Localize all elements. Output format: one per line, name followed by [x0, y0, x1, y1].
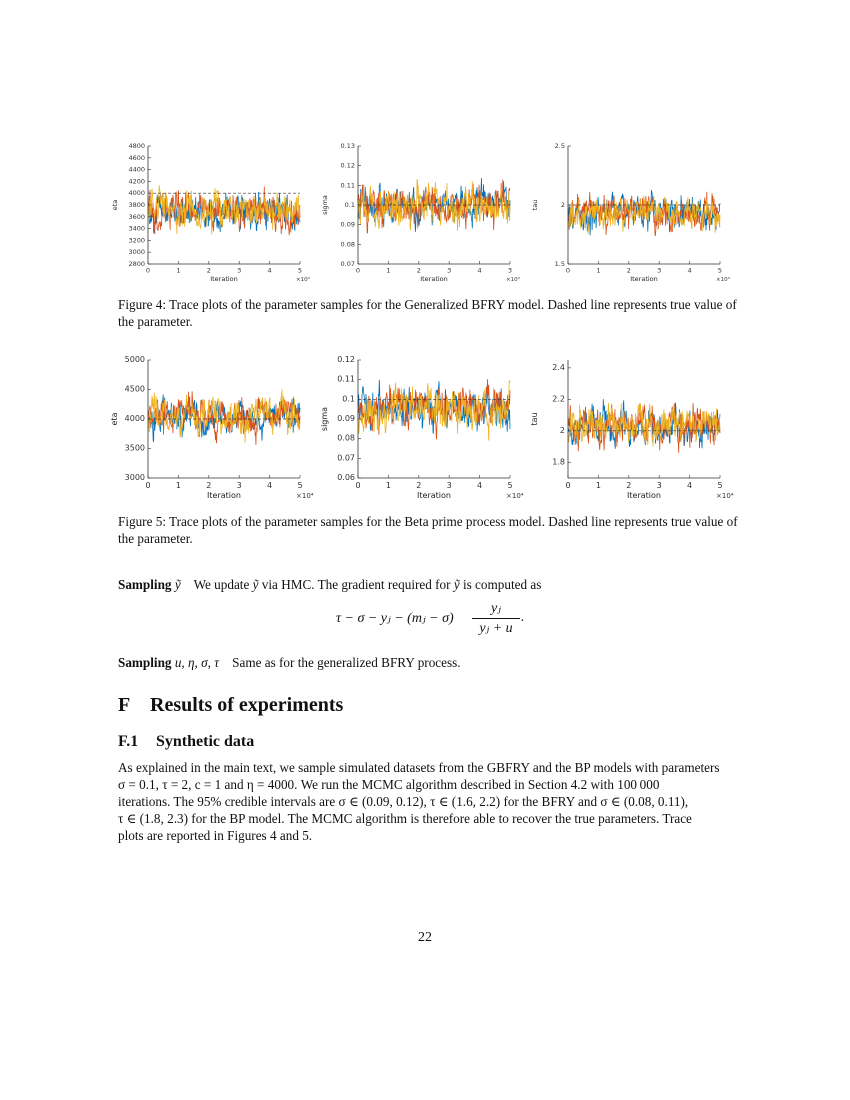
y-tick-label: 4600	[128, 153, 145, 162]
y-axis-label: tau	[531, 199, 539, 211]
x-tick-label: 4	[267, 266, 272, 275]
figure-4-caption: Figure 4: Trace plots of the parameter samples for the Generalized BFRY model. Dashed line represents true value of the parameter.	[118, 297, 737, 329]
sampling-label: Sampling	[118, 577, 172, 592]
y-tick-label: 4200	[128, 177, 145, 186]
x-tick-label: 5	[507, 481, 513, 490]
y-tick-label: 1.8	[552, 457, 565, 467]
x-axis-label: Iteration	[627, 491, 661, 500]
trace-plot-sigma-gbfry	[320, 138, 520, 288]
y-tick-label: 4400	[128, 165, 145, 174]
body-line: τ ∈ (1.8, 2.3) for the BP model. The MCMC algorithm is therefore able to recover the true parameters. Trace	[118, 811, 692, 826]
y-tick-label: 2.4	[552, 362, 565, 372]
x-multiplier: ×10⁴	[296, 492, 314, 500]
y-tick-label: 0.1	[342, 394, 355, 404]
x-tick-label: 0	[145, 266, 151, 275]
gradient-equation: τ − σ − yⱼ − (mⱼ − σ) $\frac{\text{yⱼ}}{\text{yⱼ + u}}$ .	[336, 601, 525, 636]
x-tick-label: 3	[507, 266, 513, 275]
y-axis-label: eta	[111, 199, 119, 211]
section-heading: F Results of experiments	[118, 694, 344, 716]
y-tick-label: 3200	[128, 236, 145, 245]
x-tick-label: 1	[175, 481, 181, 490]
y-tick-label: 0.09	[340, 220, 355, 229]
x-tick-label: 2	[626, 481, 632, 490]
body-line: plots are reported in Figures 4 and 5.	[118, 828, 313, 843]
x-tick-label: 4	[687, 266, 692, 275]
y-axis-label: tau	[530, 412, 539, 426]
y-tick-label: 3000	[128, 248, 145, 257]
x-tick-label: 3	[236, 481, 242, 490]
x-tick-label: 3	[446, 481, 452, 490]
y-tick-label: 1.5	[554, 260, 565, 268]
x-multiplier: ×10⁴	[506, 492, 524, 500]
x-tick-label: 4	[267, 481, 273, 490]
y-tick-label: 4000	[124, 414, 145, 423]
y-tick-label: 0.12	[337, 355, 355, 364]
fraction: $\frac{\text{yⱼ}}{\text{yⱼ + u}}$	[472, 600, 520, 637]
x-tick-label: 4	[477, 266, 482, 275]
y-tick-label: 0.12	[340, 161, 355, 170]
x-axis-label: Iteration	[210, 275, 238, 283]
results-paragraph	[118, 759, 738, 844]
y-tick-label: 0.08	[337, 433, 355, 443]
y-tick-label: 0.13	[340, 142, 355, 150]
y-tick-label: 4500	[124, 384, 145, 394]
y-tick-label: 0.09	[337, 414, 355, 423]
y-axis-label: sigma	[320, 406, 329, 432]
figure-5	[110, 352, 740, 502]
y-tick-label: 0.06	[337, 473, 355, 482]
x-tick-label: 1	[385, 481, 391, 490]
x-tick-label: 1	[386, 266, 391, 275]
trace-plot-eta-gbfry	[110, 138, 310, 288]
x-tick-label: 0	[355, 481, 361, 490]
figure-4	[110, 138, 740, 288]
y-tick-label: 5000	[124, 355, 145, 364]
x-tick-label: 5	[297, 266, 303, 275]
y-tick-label: 3800	[128, 201, 145, 209]
body-line: As explained in the main text, we sample simulated datasets from the GBFRY and the BP models with parameters	[118, 760, 720, 775]
figure-5-caption: Figure 5: Trace plots of the parameter samples for the Beta prime process model. Dashed line represents true value of the parameter.	[118, 514, 738, 546]
x-tick-label: 4	[687, 481, 693, 490]
x-tick-label: 1	[176, 266, 181, 275]
x-axis-label: Iteration	[207, 491, 241, 500]
sampling-ytilde-paragraph: Sampling ỹ We update ỹ via HMC. The gradient required for ỹ is computed as	[118, 577, 542, 592]
x-tick-label: 4	[477, 481, 483, 490]
x-axis-label: Iteration	[630, 275, 658, 283]
x-tick-label: 3	[656, 481, 662, 490]
x-tick-label: 2	[416, 481, 422, 490]
x-multiplier: ×10⁴	[296, 277, 310, 283]
trace-plot-tau-bp	[530, 352, 734, 502]
y-tick-label: 0.11	[340, 181, 355, 190]
page-number: 22	[418, 930, 432, 945]
body-line: iterations. The 95% credible intervals are σ ∈ (0.09, 0.12), τ ∈ (1.6, 2.2) for the BFRY and σ ∈ (0.08, 0.11),	[118, 794, 689, 809]
y-tick-label: 4000	[128, 189, 145, 198]
x-multiplier: ×10⁴	[506, 277, 520, 283]
y-tick-label: 0.07	[340, 260, 355, 268]
x-axis-label: Iteration	[420, 275, 448, 283]
y-tick-label: 0.07	[337, 453, 355, 463]
x-tick-label: 0	[565, 266, 571, 275]
x-axis-label: Iteration	[417, 491, 451, 500]
x-tick-label: 3	[237, 266, 242, 275]
x-tick-label: 1	[595, 481, 601, 490]
x-tick-label: 5	[297, 481, 303, 490]
x-tick-label: 1	[596, 266, 601, 275]
y-tick-label: 3500	[124, 443, 145, 453]
y-tick-label: 2.5	[554, 142, 565, 150]
y-tick-label: 2	[559, 425, 565, 435]
y-axis-label: sigma	[321, 195, 329, 215]
y-tick-label: 2	[560, 201, 565, 209]
sampling-params-paragraph: Sampling u, η, σ, τ Same as for the generalized BFRY process.	[118, 655, 461, 670]
x-tick-label: 2	[416, 266, 421, 275]
y-tick-label: 0.08	[340, 240, 355, 249]
y-tick-label: 3600	[128, 212, 145, 221]
y-tick-label: 0.11	[337, 374, 355, 384]
body-line: σ = 0.1, τ = 2, c = 1 and η = 4000. We run the MCMC algorithm described in Section 4.2 with 100 000	[118, 777, 660, 792]
x-tick-label: 2	[626, 266, 631, 275]
x-tick-label: 3	[657, 266, 662, 275]
x-multiplier: ×10⁴	[716, 277, 730, 283]
x-tick-label: 2	[206, 266, 211, 275]
y-tick-label: 0.1	[344, 201, 355, 209]
x-tick-label: 0	[355, 266, 361, 275]
x-multiplier: ×10⁴	[716, 492, 734, 500]
x-tick-label: 2	[206, 481, 212, 490]
x-tick-label: 5	[717, 266, 723, 275]
y-tick-label: 3400	[128, 224, 145, 233]
trace-plot-sigma-bp	[320, 352, 524, 502]
y-axis-label: eta	[110, 412, 119, 426]
x-tick-label: 0	[145, 481, 151, 490]
y-tick-label: 2800	[128, 260, 145, 268]
y-tick-label: 4800	[128, 142, 145, 150]
x-tick-label: 5	[717, 481, 723, 490]
subsection-heading: F.1 Synthetic data	[118, 733, 255, 750]
trace-plot-tau-gbfry	[530, 138, 730, 288]
x-tick-label: 0	[565, 481, 571, 490]
x-tick-label: 3	[447, 266, 452, 275]
y-tick-label: 3000	[124, 473, 145, 482]
y-tick-label: 2.2	[552, 394, 565, 404]
trace-plot-eta-bp	[110, 352, 314, 502]
